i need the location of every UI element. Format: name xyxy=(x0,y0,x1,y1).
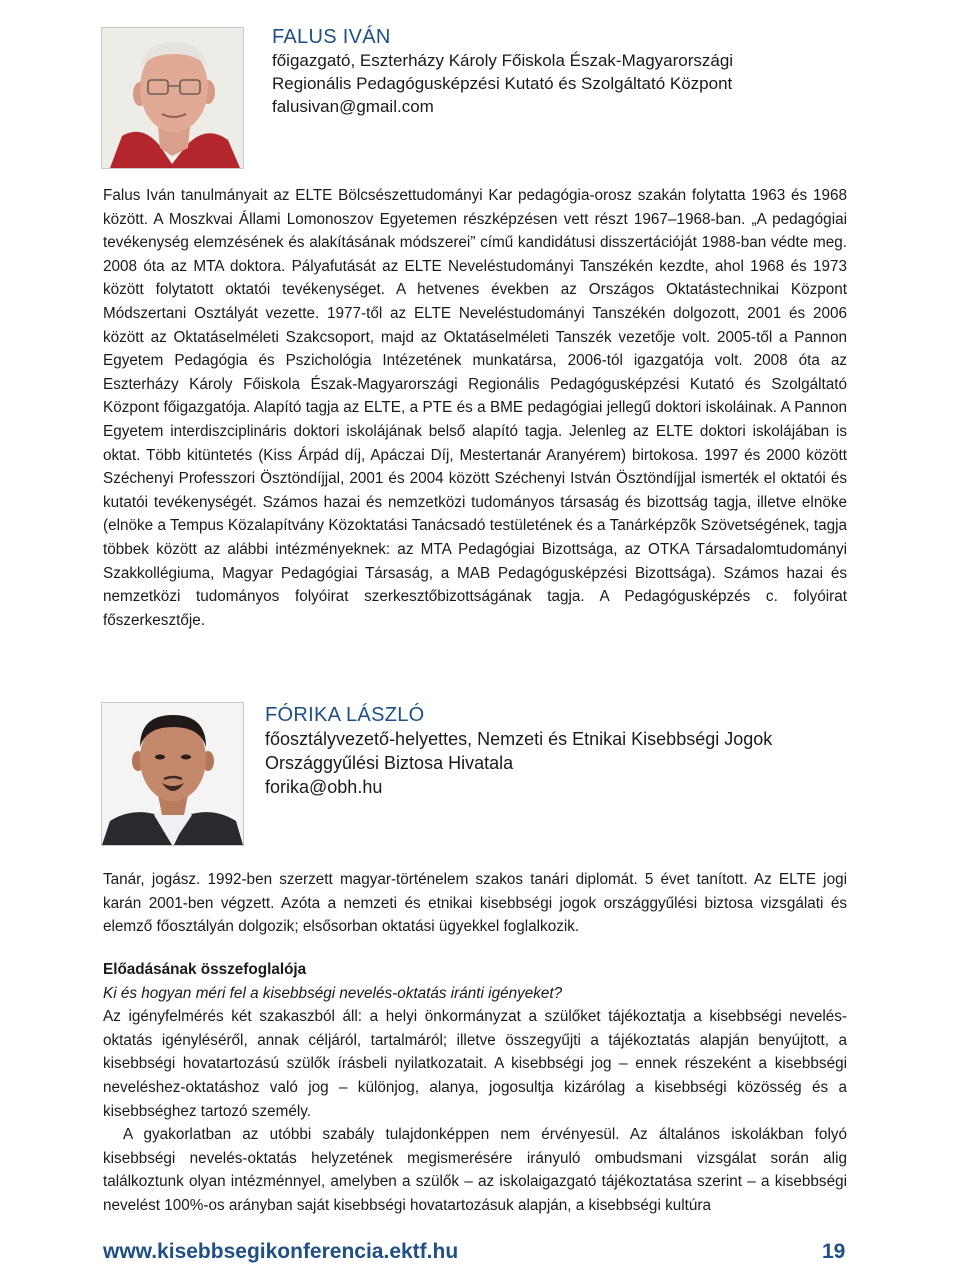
person1-bio-text: Falus Iván tanulmányait az ELTE Bölcsészettudományi Kar pedagógia-orosz szakán folytatta 1963 és 1968 között. A Moszkvai Állami Lomonoszov Egyetemen részképzésen vett részt 1967–1968-ban. „A pedagógiai tevékenység elemzésének és alakításának módszerei” című kandidátusi disszertációját 1988-ban védte meg. 2008 óta az MTA doktora. Pályafutását az ELTE Neveléstudományi Tanszékén kezdte, ahol 1968 és 1973 között folytatott oktatói tevékenységet. A hetvenes években az Országos Oktatástechnikai Központ Módszertani Osztályát vezette. 1977-től az ELTE Neveléstudományi Tanszékén dolgozott, 2001 és 2006 között az Oktatáselméleti Szakcsoport, majd az Oktatáselméleti Tanszék vezetője volt. 2005-től a Pannon Egyetem Pedagógia és Pszichológia Intézetének munkatársa, 2006-tól igazgatója volt. 2008 óta az Eszterházy Károly Főiskola Észak-Magyarországi Regionális Pedagógusképzési Kutató és Szolgáltató Központ főigazgatója. Alapító tagja az ELTE, a PTE és a BME pedagógiai jellegű doktori iskoláinak. A Pannon Egyetem interdiszciplináris doktori iskolájának belső alapító tagja. Jelenleg az ELTE doktori iskolájában is oktat. Több kitüntetés (Kiss Árpád díj, Apáczai Díj, Mestertanár Aranyérem) birtokosa. 1997 és 2000 között Széchenyi Professzori Ösztöndíjjal, 2001 és 2004 között Széchenyi István Ösztöndíjjal ismerték el oktatói és kutatói tevékenységét. Számos hazai és nemzetközi tudományos társaság és bizottság tagja, illetve elnöke (elnöke a Tempus Közalapítvány Közoktatási Tanácsadó testületének és a Tanárképzõk Szövetségének, tagja többek között az alábbi intézményeknek: az MTA Pedagógiai Bizottsága, az OTKA Társadalomtudományi Szakkollégiuma, Magyar Pedagógiai Társaság, a MAB Pedagógusképzési Bizottsága). Számos hazai és nemzetközi tudományos folyóirat szerkesztőbizottságának tagja. A Pedagógusképzés c. folyóirat főszerkesztője. xyxy=(103,187,847,629)
person1-bio xyxy=(103,184,847,632)
abstract-paragraph-2: A gyakorlatban az utóbbi szabály tulajdonképpen nem érvényesül. Az általános iskolákban folyó kisebbségi nevelés-oktatás helyzetének megismerésére irányuló ombudsmani vizsgálat során alig találkoztunk olyan intézménnyel, amelyben a szülők – az iskolaigazgató tájékoztatása szerint – a kisebbségi nevelést 100%-os arányban saját kisebbségi hovatartozásuk alapján, a kisebbségi kultúra xyxy=(103,1126,847,1214)
person1-affiliation-line1: főigazgató, Eszterházy Károly Főiskola Észak-Magyarországi xyxy=(272,51,734,70)
abstract-heading: Előadásának összefoglalója xyxy=(103,961,307,978)
person1-affiliation-line2: Regionális Pedagógusképzési Kutató és Szolgáltató Központ xyxy=(272,74,733,93)
person2-affiliation-line1: főosztályvezető-helyettes, Nemzeti és Etnikai Kisebbségi Jogok xyxy=(265,729,773,749)
person1-email[interactable]: falusivan@gmail.com xyxy=(272,97,434,116)
portrait-image xyxy=(102,703,243,845)
abstract-section xyxy=(103,958,847,1218)
person2-affiliation-line2: Országgyűlési Biztosa Hivatala xyxy=(265,753,514,773)
portrait-image xyxy=(102,28,243,168)
person2-bio xyxy=(103,868,847,939)
person2-bio-text: Tanár, jogász. 1992-ben szerzett magyar-történelem szakos tanári diplomát. 5 évet tanított. Az ELTE jogi karán 2001-ben végzett. Azóta a nemzeti és etnikai kisebbségi jogok országgyűlési biztosa vizsgálati és elemző főosztályán dolgozik; elsősorban oktatási ügyekkel foglalkozik. xyxy=(103,871,847,936)
portrait-photo-falus xyxy=(101,27,244,169)
person2-email[interactable]: forika@obh.hu xyxy=(265,777,383,797)
abstract-title: Ki és hogyan méri fel a kisebbségi nevelés-oktatás iránti igényeket? xyxy=(103,984,563,1002)
person1-name: FALUS IVÁN xyxy=(272,26,391,48)
person2-name: FÓRIKA LÁSZLÓ xyxy=(265,704,425,726)
abstract-paragraph-1: Az igényfelmérés két szakaszból áll: a helyi önkormányzat a szülőket tájékoztatja a kisebbségi nevelés-oktatás igényléséről, annak céljáról, tartalmáról; illetve összegyűjti a tájékoztatás alapján benyújtott, a kisebbségi hovatartozású szülők írásbeli nyilatkozatait. A kisebbségi jog – ennek részeként a kisebbségi neveléshez-oktatáshoz való jog – különjog, alanya, jogosultja kizárólag a kisebbségi közösség és a kisebbséghez tartozó személy. xyxy=(103,1008,847,1120)
page-number: 19 xyxy=(822,1240,846,1263)
footer-url[interactable]: www.kisebbsegikonferencia.ektf.hu xyxy=(103,1240,459,1263)
portrait-photo-forika xyxy=(101,702,244,846)
